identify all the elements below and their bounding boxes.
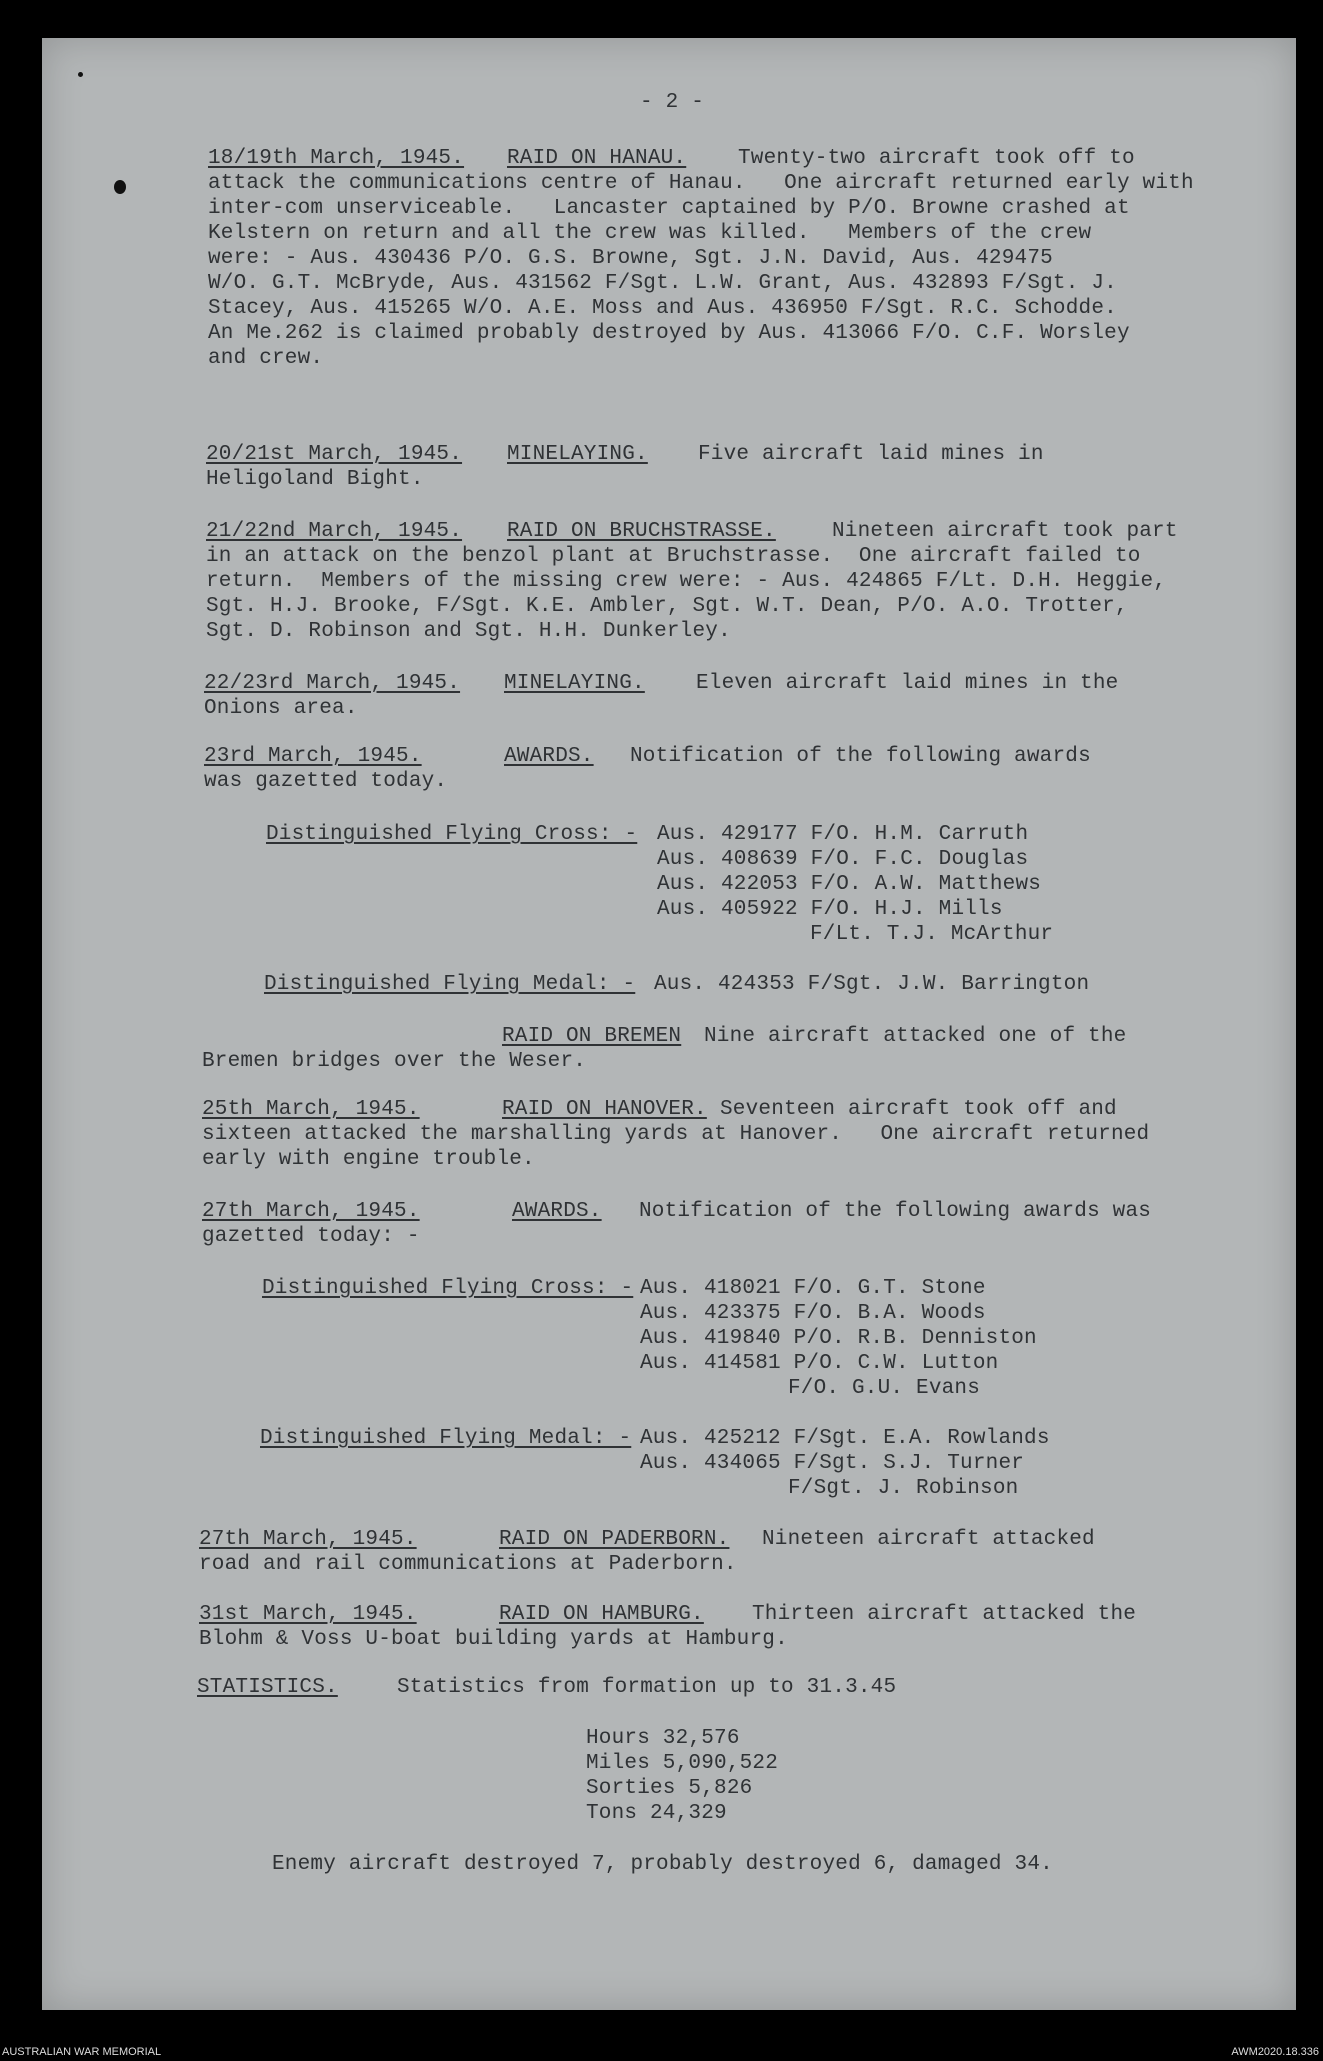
statistics-line: Tons 24,329 (586, 1802, 727, 1825)
page-number: - 2 - (640, 91, 705, 114)
footer-accession: AWM2020.18.336 (1231, 2046, 1319, 2058)
entry-heading: RAID ON BREMEN (502, 1025, 682, 1048)
entry-text: Twenty-two aircraft took off to (738, 147, 1135, 170)
award-recipient: Aus. 422053 F/O. A.W. Matthews (657, 873, 1042, 896)
statistics-line: Hours 32,576 (586, 1727, 740, 1750)
entry-text: return. Members of the missing crew were: - Aus. 424865 F/Lt. D.H. Heggie, (206, 570, 1167, 593)
entry-date: 27th March, 1945. (199, 1528, 417, 1551)
statistics-line: Sorties 5,826 (586, 1777, 753, 1800)
award-label-dfm: Distinguished Flying Medal: - (260, 1427, 632, 1450)
entry-text: Kelstern on return and all the crew was killed. Members of the crew (208, 222, 1092, 245)
entry-heading: RAID ON PADERBORN. (499, 1528, 730, 1551)
ink-spot (78, 72, 83, 77)
award-recipient: F/Lt. T.J. McArthur (810, 923, 1054, 946)
award-recipient: Aus. 424353 F/Sgt. J.W. Barrington (654, 973, 1090, 996)
entry-text: An Me.262 is claimed probably destroyed by Aus. 413066 F/O. C.F. Worsley (208, 322, 1130, 345)
entry-heading: AWARDS. (504, 745, 594, 768)
award-recipient: F/O. G.U. Evans (788, 1377, 981, 1400)
entry-text: were: - Aus. 430436 P/O. G.S. Browne, Sgt. J.N. David, Aus. 429475 (208, 247, 1053, 270)
entry-date: 18/19th March, 1945. (208, 147, 465, 170)
entry-date: 20/21st March, 1945. (206, 443, 463, 466)
entry-text: Sgt. D. Robinson and Sgt. H.H. Dunkerley. (206, 620, 731, 643)
award-label-dfm: Distinguished Flying Medal: - (264, 973, 636, 996)
award-recipient: Aus. 429177 F/O. H.M. Carruth (657, 823, 1029, 846)
entry-text: gazetted today: - (202, 1225, 420, 1248)
entry-heading: MINELAYING. (504, 672, 645, 695)
entry-date: 27th March, 1945. (202, 1200, 420, 1223)
entry-text: Notification of the following awards was (639, 1200, 1152, 1223)
footer-source: AUSTRALIAN WAR MEMORIAL (2, 2046, 162, 2058)
entry-text: attack the communications centre of Hanau. One aircraft returned early with (208, 172, 1194, 195)
entry-heading: MINELAYING. (507, 443, 648, 466)
footer-bar (0, 2044, 1323, 2061)
award-label-dfc: Distinguished Flying Cross: - (266, 823, 638, 846)
entry-text: Bremen bridges over the Weser. (202, 1050, 587, 1073)
punch-hole (114, 180, 126, 194)
entry-date: 23rd March, 1945. (204, 745, 422, 768)
entry-text: inter-com unserviceable. Lancaster captained by P/O. Browne crashed at (208, 197, 1130, 220)
entry-text: W/O. G.T. McBryde, Aus. 431562 F/Sgt. L.W. Grant, Aus. 432893 F/Sgt. J. (208, 272, 1117, 295)
entry-heading: RAID ON HANOVER. (502, 1098, 707, 1121)
entry-heading: RAID ON HANAU. (507, 147, 687, 170)
entry-text: Stacey, Aus. 415265 W/O. A.E. Moss and Aus. 436950 F/Sgt. R.C. Schodde. (208, 297, 1117, 320)
entry-text: Heligoland Bight. (206, 468, 424, 491)
document-page (42, 38, 1296, 2010)
award-recipient: Aus. 418021 F/O. G.T. Stone (640, 1277, 986, 1300)
award-recipient: Aus. 419840 P/O. R.B. Denniston (640, 1327, 1037, 1350)
entry-text: Seventeen aircraft took off and (720, 1098, 1117, 1121)
statistics-intro: Statistics from formation up to 31.3.45 (397, 1676, 897, 1699)
entry-text: was gazetted today. (204, 770, 448, 793)
entry-text: Sgt. H.J. Brooke, F/Sgt. K.E. Ambler, Sgt. W.T. Dean, P/O. A.O. Trotter, (206, 595, 1128, 618)
entry-text: Eleven aircraft laid mines in the (696, 672, 1119, 695)
entry-text: road and rail communications at Paderborn. (199, 1553, 737, 1576)
entry-heading: AWARDS. (512, 1200, 602, 1223)
award-recipient: F/Sgt. J. Robinson (788, 1477, 1019, 1500)
award-label-dfc: Distinguished Flying Cross: - (262, 1277, 634, 1300)
entry-text: Notification of the following awards (630, 745, 1091, 768)
statistics-enemy: Enemy aircraft destroyed 7, probably destroyed 6, damaged 34. (272, 1853, 1053, 1876)
award-recipient: Aus. 423375 F/O. B.A. Woods (640, 1302, 986, 1325)
award-recipient: Aus. 405922 F/O. H.J. Mills (657, 898, 1003, 921)
entry-heading: RAID ON HAMBURG. (499, 1603, 704, 1626)
award-recipient: Aus. 414581 P/O. C.W. Lutton (640, 1352, 999, 1375)
statistics-line: Miles 5,090,522 (586, 1752, 779, 1775)
award-recipient: Aus. 408639 F/O. F.C. Douglas (657, 848, 1029, 871)
entry-text: Nineteen aircraft attacked (762, 1528, 1095, 1551)
entry-text: Blohm & Voss U-boat building yards at Hamburg. (199, 1628, 788, 1651)
award-recipient: Aus. 425212 F/Sgt. E.A. Rowlands (640, 1427, 1050, 1450)
entry-date: 31st March, 1945. (199, 1603, 417, 1626)
entry-text: sixteen attacked the marshalling yards at Hanover. One aircraft returned (202, 1123, 1150, 1146)
entry-text: in an attack on the benzol plant at Bruchstrasse. One aircraft failed to (206, 545, 1141, 568)
entry-date: 25th March, 1945. (202, 1098, 420, 1121)
entry-text: Nine aircraft attacked one of the (704, 1025, 1127, 1048)
entry-text: early with engine trouble. (202, 1148, 535, 1171)
entry-date: 22/23rd March, 1945. (204, 672, 461, 695)
entry-heading: RAID ON BRUCHSTRASSE. (507, 520, 776, 543)
entry-text: Thirteen aircraft attacked the (752, 1603, 1137, 1626)
statistics-heading: STATISTICS. (197, 1676, 338, 1699)
entry-text: Onions area. (204, 697, 358, 720)
award-recipient: Aus. 434065 F/Sgt. S.J. Turner (640, 1452, 1025, 1475)
entry-text: Five aircraft laid mines in (698, 443, 1044, 466)
entry-text: Nineteen aircraft took part (832, 520, 1178, 543)
entry-text: and crew. (208, 347, 324, 370)
entry-date: 21/22nd March, 1945. (206, 520, 463, 543)
